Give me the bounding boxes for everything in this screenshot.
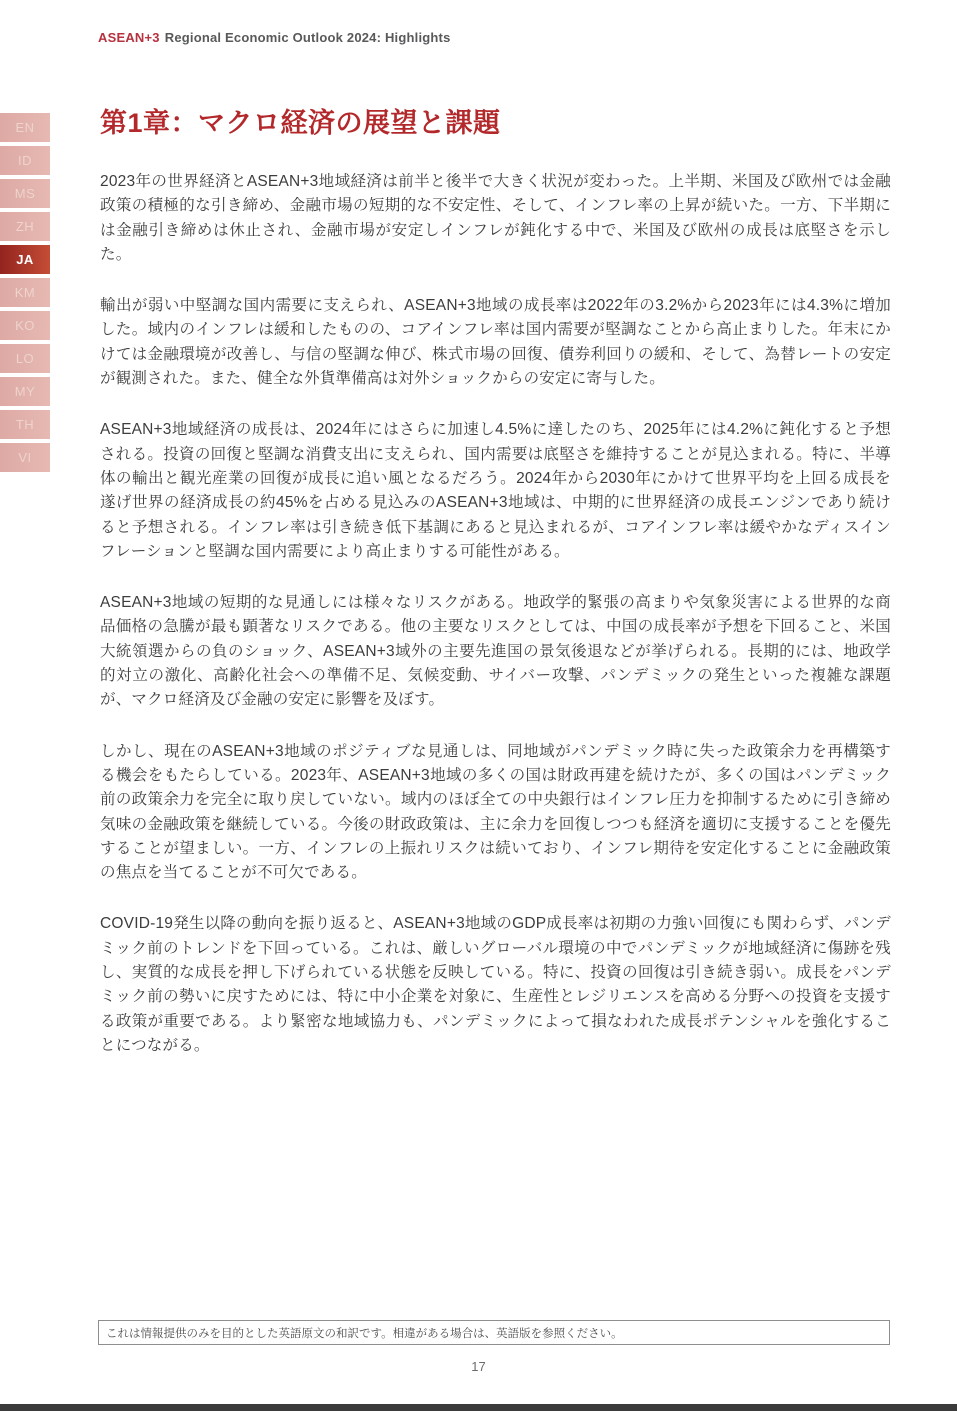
report-brand: ASEAN+3	[98, 30, 160, 45]
language-tab-ko[interactable]: KO	[0, 311, 50, 340]
chapter-title: 第1章：マクロ経済の展望と課題	[100, 108, 501, 138]
language-tab-ja[interactable]: JA	[0, 245, 50, 274]
language-sidebar	[0, 113, 50, 472]
language-tab-ms[interactable]: MS	[0, 179, 50, 208]
language-tab-lo[interactable]: LO	[0, 344, 50, 373]
page-number: 17	[471, 1359, 486, 1374]
body-paragraph: 2023年の世界経済とASEAN+3地域経済は前半と後半で大きく状況が変わった。上半期、米国及び欧州では金融政策の積極的な引き締め、金融市場の短期的な不安定性、そして、インフレ率の上昇が続いた。一方、下半期には金融引き締めは休止され、金融市場が安定しインフレが鈍化する中で、米国及び欧州の成長は底堅さを示した。	[100, 173, 891, 263]
body-paragraph: しかし、現在のASEAN+3地域のポジティブな見通しは、同地域がパンデミック時に失った政策余力を再構築する機会をもたらしている。2023年、ASEAN+3地域の多くの国は財政再建を続けたが、多くの国はパンデミック前の政策余力を完全に取り戻していない。域内のほぼ全ての中央銀行はインフレ圧力を抑制するために引き締め気味の金融政策を継続している。今後の財政政策は、主に余力を回復しつつも経済を適切に支援することを優先することが望ましい。一方、インフレの上振れリスクは続いており、インフレ期待を安定化することに金融政策の焦点を当てることが不可欠である。	[100, 742, 891, 882]
language-tab-vi[interactable]: VI	[0, 443, 50, 472]
report-title: Regional Economic Outlook 2024: Highlights	[164, 30, 451, 45]
language-tab-id[interactable]: ID	[0, 146, 50, 175]
body-paragraph: ASEAN+3地域の短期的な見通しには様々なリスクがある。地政学的緊張の高まりや気象災害による世界的な商品価格の急騰が最も顕著なリスクである。他の主要なリスクとしては、中国の成長率が予想を下回ること、米国大統領選からの負のショック、ASEAN+3域外の主要先進国の景気後退などが挙げられる。長期的には、地政学的対立の激化、高齢化社会への準備不足、気候変動、サイバー攻撃、パンデミックの発生といった複雑な課題が、マクロ経済及び金融の安定に影響を及ぼす。	[100, 594, 891, 709]
body-paragraphs	[100, 170, 891, 1058]
viewer-bottom-edge	[0, 1404, 957, 1411]
language-tab-zh[interactable]: ZH	[0, 212, 50, 241]
language-tab-km[interactable]: KM	[0, 278, 50, 307]
body-paragraph: ASEAN+3地域経済の成長は、2024年にはさらに加速し4.5%に達したのち、2025年には4.2%に鈍化すると予想される。投資の回復と堅調な消費支出に支えられ、国内需要は底堅さを維持することが見込まれる。特に、半導体の輸出と観光産業の回復が成長に追い風となるだろう。2024年から2030年にかけて世界平均を上回る成長を遂げ世界の経済成長の約45%を占める見込みのASEAN+3地域は、中期的に世界経済の成長エンジンであり続けると予想される。インフレ率は引き続き低下基調にあると見込まれるが、コアインフレ率は緩やかなディスインフレーションと堅調な国内需要により高止まりする可能性がある。	[100, 421, 891, 560]
running-header	[98, 30, 451, 45]
language-tab-en[interactable]: EN	[0, 113, 50, 142]
body-paragraph: 輸出が弱い中堅調な国内需要に支えられ、ASEAN+3地域の成長率は2022年の3.2%から2023年には4.3%に増加した。域内のインフレは緩和したものの、コアインフレ率は国内需要が堅調なことから高止まりした。年末にかけては金融環境が改善し、与信の堅調な伸び、株式市場の回復、債券利回りの緩和、そして、為替レートの安定が観測された。また、健全な外貨準備高は対外ショックからの安定に寄与した。	[100, 297, 891, 388]
language-tab-my[interactable]: MY	[0, 377, 50, 406]
main-content	[100, 106, 891, 1085]
body-paragraph: COVID-19発生以降の動向を振り返ると、ASEAN+3地域のGDP成長率は初期の力強い回復にも関わらず、パンデミック前のトレンドを下回っている。これは、厳しいグローバル環境の中でパンデミックが地域経済に傷跡を残し、実質的な成長を押し下げられている状態を反映している。特に、投資の回復は引き続き弱い。成長をパンデミック前の勢いに戻すためには、特に中小企業を対象に、生産性とレジリエンスを高める分野への投資を支援する政策が重要である。より緊密な地域協力も、パンデミックによって損なわれた成長ポテンシャルを強化することにつながる。	[100, 915, 891, 1054]
translation-disclaimer-box: これは情報提供のみを目的とした英語原文の和訳です。相違がある場合は、英語版を参照ください。	[98, 1320, 890, 1345]
language-tab-th[interactable]: TH	[0, 410, 50, 439]
